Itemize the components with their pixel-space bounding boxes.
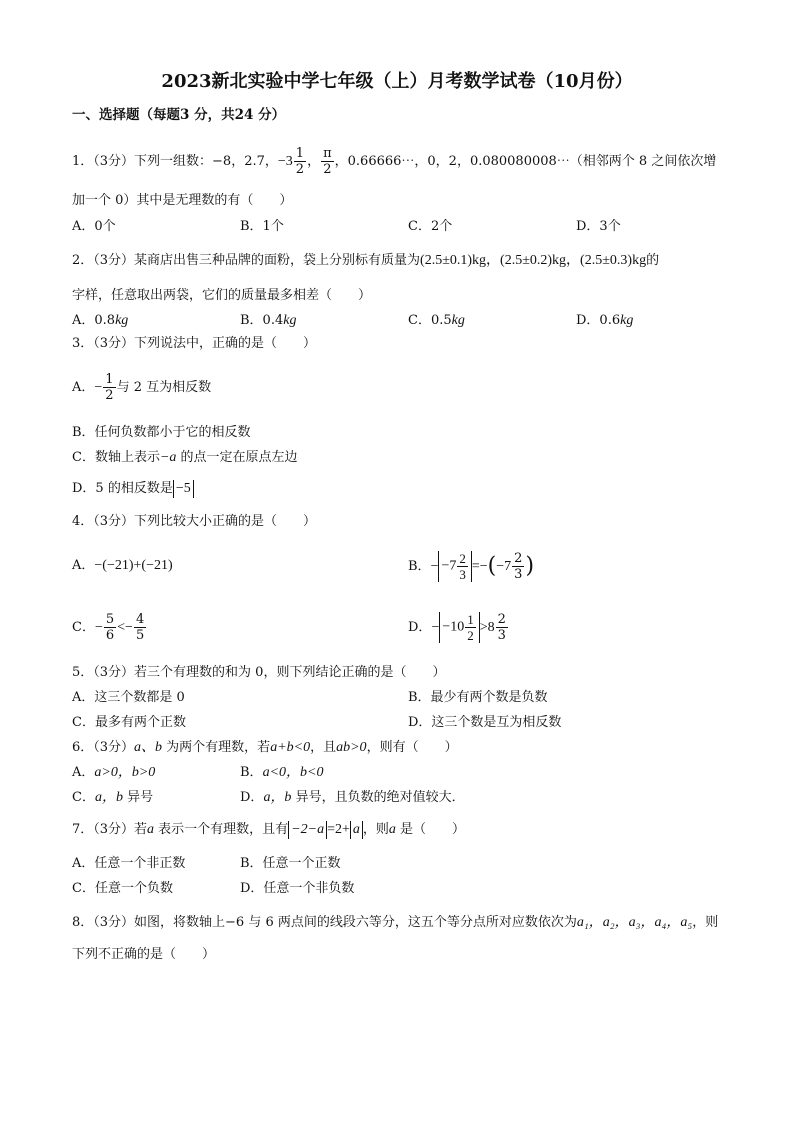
q6-option-d[interactable]: D．a，b 异号，且负数的绝对值较大． xyxy=(240,790,465,805)
q6-option-a[interactable]: A．a>0，b>0 xyxy=(72,765,156,780)
question-8-stem-line2: 下列不正确的是（ ） xyxy=(72,947,216,962)
question-6-stem: 6．（3分）a、b 为两个有理数，若a+b<0，且ab>0，则有（ ） xyxy=(72,740,458,755)
q4-option-c[interactable]: C．− $\frac{5}{6}$ <− $\frac{4}{5}$ xyxy=(72,612,145,643)
q2-option-b[interactable]: B．0.4kg xyxy=(240,313,297,328)
q3-option-b[interactable]: B．任何负数都小于它的相反数 xyxy=(72,425,251,440)
question-3-stem: 3．（3分）下列说法中，正确的是（ ） xyxy=(72,336,317,351)
q1-fraction-half: $\frac{1}{2}$ xyxy=(295,146,305,177)
q2-option-a[interactable]: A．0.8kg xyxy=(72,313,129,328)
q1-option-c[interactable]: C．2个 xyxy=(408,219,453,234)
q7-abs-2: a xyxy=(350,821,363,839)
q4-option-b[interactable]: B．− −7 $\frac{2}{3}$ =−(−7 $\frac{2}{3}$ ) xyxy=(408,551,535,583)
q2-text: 2．（3分）某商店出售三种品牌的面粉，袋上分别标有质量为 xyxy=(72,253,421,268)
q1-option-b[interactable]: B．1个 xyxy=(240,219,284,234)
q1-text-2: ，0.66666⋯，0，2，0.080080008⋯（相邻两个 8 之间依次增 xyxy=(334,154,717,169)
q1-text: 1．（3分）下列一组数：−8，2.7， xyxy=(72,154,278,169)
q3-option-c[interactable]: C．数轴上表示−a 的点一定在原点左边 xyxy=(72,450,298,465)
q5-option-b[interactable]: B．最少有两个数是负数 xyxy=(408,690,548,705)
q5-option-a[interactable]: A．这三个数都是 0 xyxy=(72,690,185,705)
question-4-stem: 4．（3分）下列比较大小正确的是（ ） xyxy=(72,514,317,529)
q1-mixed-int: −3 xyxy=(277,154,293,169)
q6-option-c[interactable]: C．a，b 异号 xyxy=(72,790,154,805)
q3-option-d[interactable]: D．5 的相反数是 −5 xyxy=(72,480,194,498)
page-title: 2023新北实验中学七年级（上）月考数学试卷（10月份） xyxy=(161,71,633,92)
q2-option-d[interactable]: D．0.6kg xyxy=(576,313,634,328)
question-2-stem xyxy=(72,252,659,270)
q7-abs-1: −2−a xyxy=(288,821,327,839)
q4-d-abs: −10 $\frac{1}{2}$ xyxy=(439,612,479,643)
q7-option-a[interactable]: A．任意一个非正数 xyxy=(72,856,186,871)
q3-fraction: $\frac{1}{2}$ xyxy=(105,372,114,403)
q7-option-d[interactable]: D．任意一个非负数 xyxy=(240,881,355,896)
q7-option-c[interactable]: C．任意一个负数 xyxy=(72,881,173,896)
question-1-stem-line2: 加一个 0）其中是无理数的有（ ） xyxy=(72,193,293,208)
q1-option-d[interactable]: D．3个 xyxy=(576,219,621,234)
question-5-stem: 5．（3分）若三个有理数的和为 0，则下列结论正确的是（ ） xyxy=(72,665,446,680)
q5-option-d[interactable]: D．这三个数是互为相反数 xyxy=(408,715,562,730)
q2-option-c[interactable]: C．0.5kg xyxy=(408,313,465,328)
question-8-stem: 8．（3分）如图，将数轴上−6 与 6 两点间的线段六等分，这五个等分点所对应数依次为a₁，a₂，a₃，a₄，a₅，则 xyxy=(72,915,719,930)
q2-text-2: 的 xyxy=(646,253,660,268)
q3-option-a[interactable]: A．− $\frac{1}{2}$ 与 2 互为相反数 xyxy=(72,372,212,403)
question-7-stem: 7．（3分）若a 表示一个有理数，且有 −2−a =2+ a ，则a 是（ ） xyxy=(72,822,466,837)
q1-option-a[interactable]: A．0个 xyxy=(72,219,116,234)
question-1-stem xyxy=(72,146,716,177)
q1-sep: ， xyxy=(307,154,321,169)
q4-option-a[interactable]: A．−(−21)+(−21) xyxy=(72,558,173,573)
q5-option-c[interactable]: C．最多有两个正数 xyxy=(72,715,186,730)
q4-option-d[interactable]: D．− −10 $\frac{1}{2}$ >8 $\frac{2}{3}$ xyxy=(408,612,506,644)
q7-option-b[interactable]: B．任意一个正数 xyxy=(240,856,341,871)
question-2-stem-line2: 字样，任意取出两袋，它们的质量最多相差（ ） xyxy=(72,288,372,303)
q2-expression: (2.5±0.1)kg，(2.5±0.2)kg，(2.5±0.3)kg xyxy=(420,253,647,268)
q4-b-abs: −7 $\frac{2}{3}$ xyxy=(438,551,471,582)
q3-abs-value: −5 xyxy=(173,480,194,498)
q6-option-b[interactable]: B．a<0，b<0 xyxy=(240,765,324,780)
q1-fraction-pi: $\frac{\pi}{2}$ xyxy=(323,146,332,177)
section-heading-choice: 一、选择题（每题3 分，共24 分） xyxy=(72,107,286,123)
